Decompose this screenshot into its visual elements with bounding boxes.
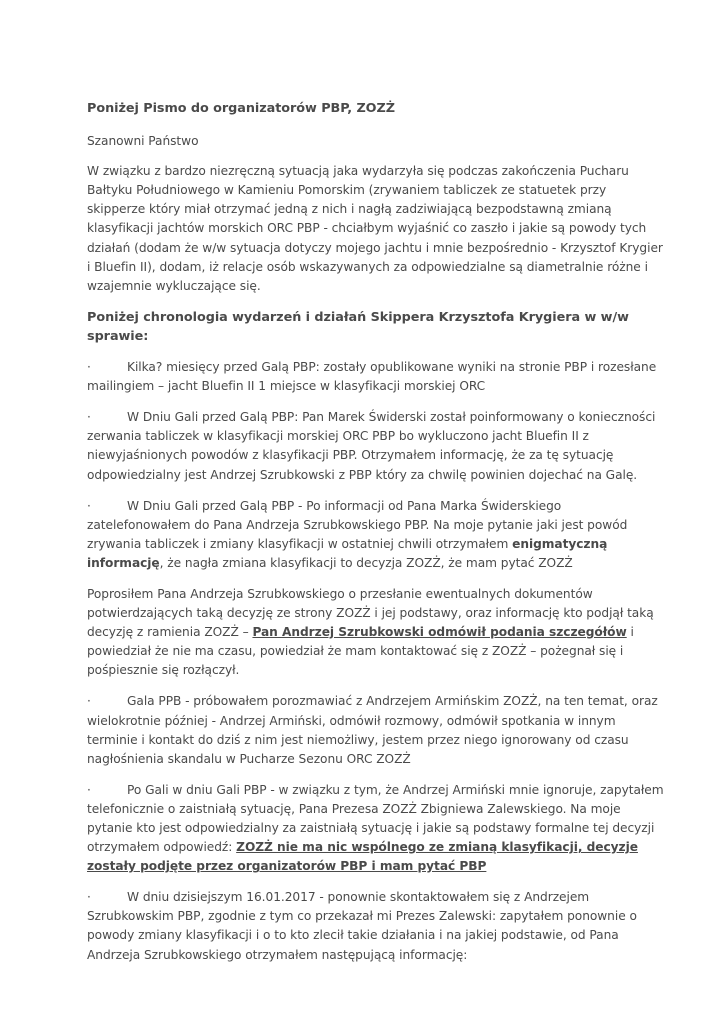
bullet-marker: · xyxy=(87,410,91,425)
paragraph-text: Poprosiłem Pana Andrzeja Szrubkowskiego o przesłanie ewentualnych dokumentów potwierdzających taką decyzję ze strony ZOZŻ i jej podstawy, oraz informację kto podjął taką decyzję z ramienia ZOZŻ – xyxy=(87,586,654,640)
chronology-item-6 xyxy=(87,888,667,964)
bullet-marker: · xyxy=(87,694,91,709)
bullet-marker: · xyxy=(87,890,91,905)
bullet-marker: · xyxy=(87,782,91,797)
greeting: Szanowni Państwo xyxy=(87,134,199,149)
request-paragraph xyxy=(87,585,667,680)
bullet-marker: · xyxy=(87,360,91,375)
item-bold-text: enigmatyczną informację xyxy=(87,536,608,570)
chronology-item-1 xyxy=(87,358,667,396)
chronology-item-4 xyxy=(87,692,667,768)
item-text: Po Gali w dniu Gali PBP - w związku z tym, że Andrzej Armiński mnie ignoruje, zapytałem telefonicznie o zaistniałą sytuację, Pana Prezesa ZOZŻ Zbigniewa Zalewskiego. Na moje pytanie kto jest odpowiedzialny za zaistniałą sytuację i jakie są podstawy formalne tej decyzji otrzymałem odpowiedź: xyxy=(87,782,664,855)
letter-body xyxy=(87,96,667,965)
item-text: W Dniu Gali przed Galą PBP: Pan Marek Świderski został poinformowany o konieczności zerwania tabliczek w klasyfikacji morskiej ORC PBP bo wykluczono jacht Bluefin II z niewyjaśnionych powodów z klasyfikacji PBP. Otrzymałem informację, że za tę sytuację odpowiedzialny jest Andrzej Szrubkowski z PBP który za chwilę powinien dojechać na Galę. xyxy=(87,410,656,482)
chronology-item-2 xyxy=(87,408,667,484)
item-text: Gala PPB - próbowałem porozmawiać z Andrzejem Armińskim ZOZŻ, na ten temat, oraz wielokrotnie później - Andrzej Armiński, odmówił rozmowy, odmówił spotkania w innym terminie i kontakt do dziś z nim jest niemożliwy, jestem przez niego ignorowany od czasu nagłośnienia skandalu w Pucharze Sezonu ORC ZOZŻ xyxy=(87,694,658,766)
item-text: W dniu dzisiejszym 16.01.2017 - ponownie skontaktowałem się z Andrzejem Szrubkowskim PBP, zgodnie z tym co przekazał mi Prezes Zalewski: zapytałem ponownie o powody zmiany klasyfikacji i o to kto zlecił takie działania i na jakiej podstawie, od Pana Andrzeja Szrubkowskiego otrzymałem następującą informację: xyxy=(87,890,637,962)
paragraph-text: i powiedział że nie ma czasu, powiedział że mam kontaktować się z ZOZŻ – pożegnał się i pośpiesznie się rozłączył. xyxy=(87,625,634,678)
chronology-heading: Poniżej chronologia wydarzeń i działań Skippera Krzysztofa Krygiera w w/w sprawie: xyxy=(87,309,629,344)
document-title: Poniżej Pismo do organizatorów PBP, ZOZŻ xyxy=(87,101,395,116)
item-text: Kilka? miesięcy przed Galą PBP: zostały opublikowane wyniki na stronie PBP i rozesłane mailingiem – jacht Bluefin II 1 miejsce w klasyfikacji morskiej ORC xyxy=(87,360,657,394)
chronology-item-5 xyxy=(87,781,667,876)
intro-paragraph: W związku z bardzo niezręczną sytuacją jaka wydarzyła się podczas zakończenia Pucharu Bałtyku Południowego w Kamieniu Pomorskim (zrywaniem tabliczek ze statuetek przy skipperze który miał otrzymać jedną z nich i nagłą zadziwiającą bezpodstawną zmianą klasyfikacji jachtów morskich ORC PBP - chciałbym wyjaśnić co zaszło i jakie są powody tych działań (dodam że w/w sytuacja dotyczy mojego jachtu i mnie bezpośrednio - Krzysztof Krygier i Bluefin II), dodam, iż relacje osób wskazywanych za odpowiedzialne są diametralnie różne i wzajemnie wykluczające się. xyxy=(87,164,663,293)
item-text: , że nagła zmiana klasyfikacji to decyzja ZOZŻ, że mam pytać ZOZŻ xyxy=(159,555,573,570)
item-text: W Dniu Gali przed Galą PBP - Po informacji od Pana Marka Świderskiego zatelefonowałem do Pana Andrzeja Szrubkowskiego PBP. Na moje pytanie jaki jest powód zrywania tabliczek i zmiany klasyfikacji w ostatniej chwili otrzymałem xyxy=(87,498,628,551)
underlined-statement: Pan Andrzej Szrubkowski odmówił podania szczegółów xyxy=(252,625,627,640)
chronology-item-3 xyxy=(87,497,667,573)
bullet-marker: · xyxy=(87,498,91,513)
underlined-statement: ZOZŻ nie ma nic wspólnego ze zmianą klasyfikacji, decyzje zostały podjęte przez organizatorów PBP i mam pytać PBP xyxy=(87,840,638,874)
